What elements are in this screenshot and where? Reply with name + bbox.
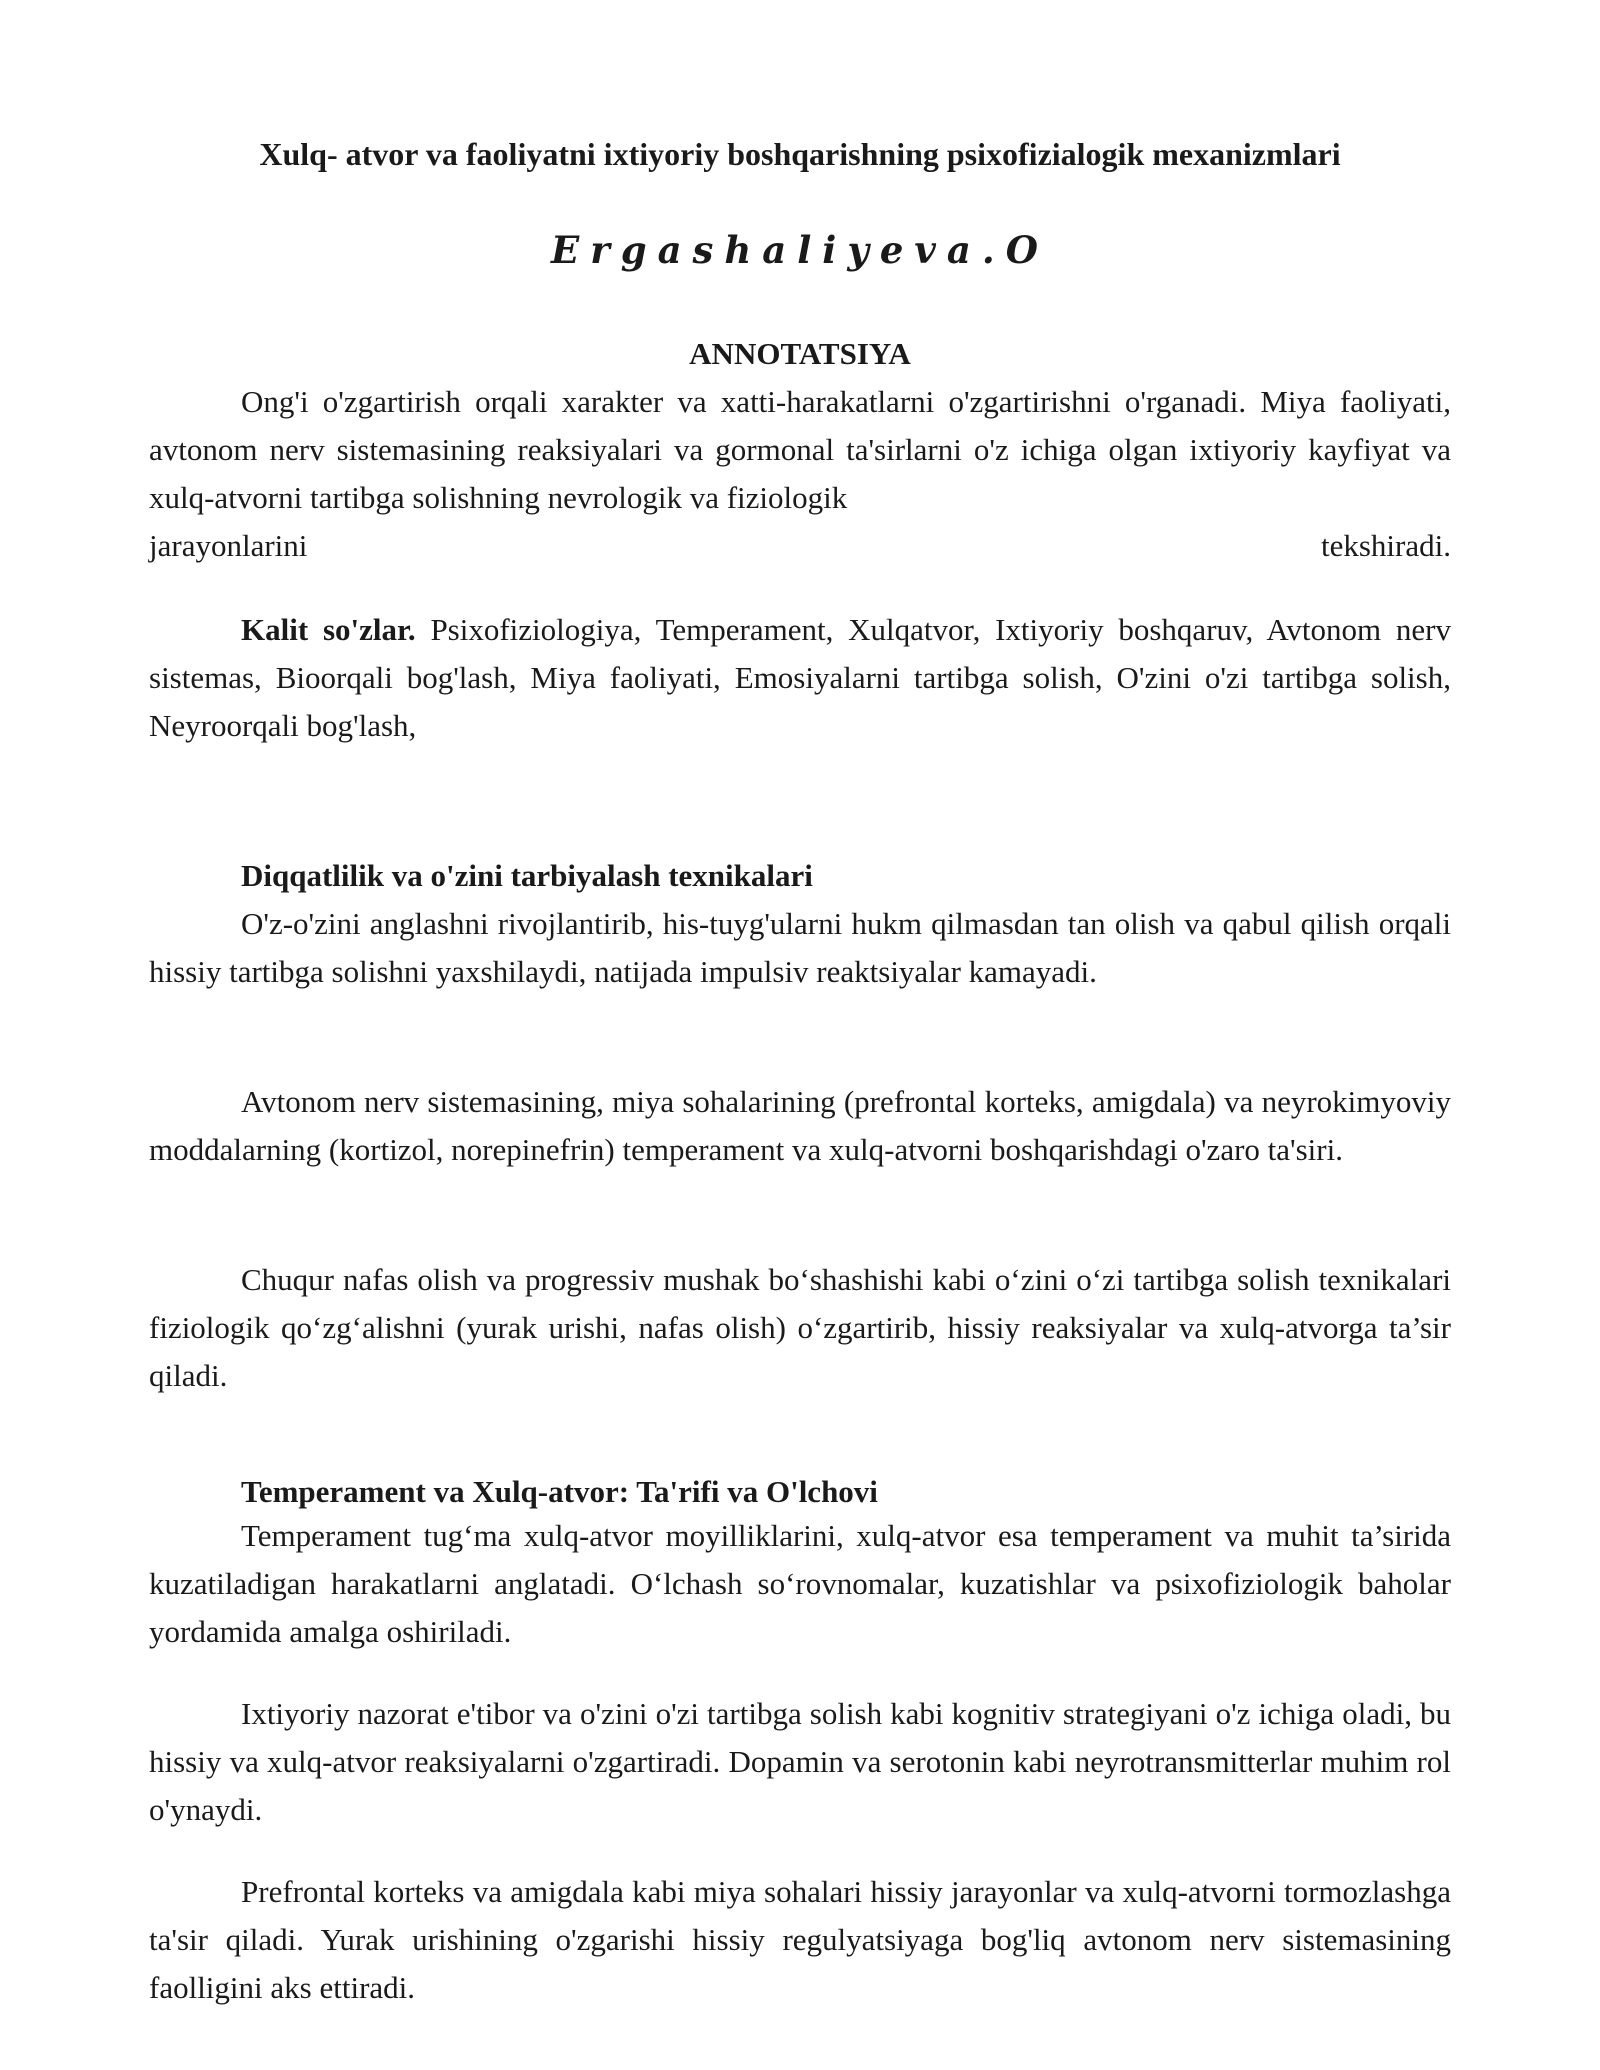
section-heading-mindfulness: Diqqatlilik va o'zini tarbiyalash texnikalari <box>241 858 813 893</box>
section2-paragraph-3 <box>149 1868 1451 2012</box>
section1-paragraph-3 <box>149 1256 1451 1400</box>
annotation-heading: ANNOTATSIYA <box>689 336 911 371</box>
annotation-paragraph <box>149 378 1451 570</box>
paragraph-text: Ixtiyoriy nazorat e'tibor va o'zini o'zi tartibga solish kabi kognitiv strategiyani o'z ichiga oladi, bu hissiy va xulq-atvor reaksiyalarni o'zgartiradi. Dopamin va serotonin kabi neyrotransmitterlar muhim rol o'ynaydi. <box>149 1696 1451 1827</box>
keywords-text: Psixofiziologiya, Temperament, Xulqatvor, Ixtiyoriy boshqaruv, Avtonom nerv sistemas, Bioorqali bog'lash, Miya faoliyati, Emosiyalarni tartibga solish, O'zini o'zi tartibga solish, Neyroorqali bog'lash, <box>149 612 1451 743</box>
keywords-paragraph <box>149 606 1451 750</box>
section1-paragraph-1 <box>149 900 1451 996</box>
annotation-text: Ong'i o'zgartirish orqali xarakter va xatti-harakatlarni o'zgartirishni o'rganadi. Miya faoliyati, avtonom nerv sistemasining reaksiyalari va gormonal ta'sirlarni o'z ichiga olgan ixtiyoriy kayfiyat va xulq-atvorni tartibga solishning nevrologik va fiziologik <box>149 384 1451 515</box>
annotation-last-line: jarayonlarini tekshiradi. <box>149 528 1451 563</box>
document-title: Xulq- atvor va faoliyatni ixtiyoriy boshqarishning psixofizialogik mexanizmlari <box>259 136 1341 172</box>
paragraph-text: Avtonom nerv sistemasining, miya sohalarining (prefrontal korteks, amigdala) va neyrokimyoviy moddalarning (kortizol, norepinefrin) temperament va xulq-atvorni boshqarishdagi o'zaro ta'siri. <box>149 1084 1451 1167</box>
section1-paragraph-2 <box>149 1078 1451 1174</box>
author-name: Ergashaliyeva.O <box>551 228 1049 272</box>
paragraph-text: Prefrontal korteks va amigdala kabi miya sohalari hissiy jarayonlar va xulq-atvorni tormozlashga ta'sir qiladi. Yurak urishining o'zgarishi hissiy regulyatsiyaga bog'liq avtonom nerv sistemasining faolligini aks ettiradi. <box>149 1874 1451 2005</box>
section2-paragraph-1 <box>149 1512 1451 1656</box>
paragraph-text: O'z-o'zini anglashni rivojlantirib, his-tuyg'ularni hukm qilmasdan tan olish va qabul qilish orqali hissiy tartibga solishni yaxshilaydi, natijada impulsiv reaktsiyalar kamayadi. <box>149 906 1451 989</box>
section-heading-temperament: Temperament va Xulq-atvor: Ta'rifi va O'lchovi <box>241 1474 878 1509</box>
section2-paragraph-2 <box>149 1690 1451 1834</box>
paragraph-text: Temperament tug‘ma xulq-atvor moyilliklarini, xulq-atvor esa temperament va muhit ta’sirida kuzatiladigan harakatlarni anglatadi. O‘lchash so‘rovnomalar, kuzatishlar va psixofiziologik baholar yordamida amalga oshiriladi. <box>149 1518 1451 1649</box>
paragraph-text: Chuqur nafas olish va progressiv mushak bo‘shashishi kabi o‘zini o‘zi tartibga solish texnikalari fiziologik qo‘zg‘alishni (yurak urishi, nafas olish) o‘zgartirib, hissiy reaksiyalar va xulq-atvorga ta’sir qiladi. <box>149 1262 1451 1393</box>
keywords-label: Kalit so'zlar. <box>241 612 416 647</box>
